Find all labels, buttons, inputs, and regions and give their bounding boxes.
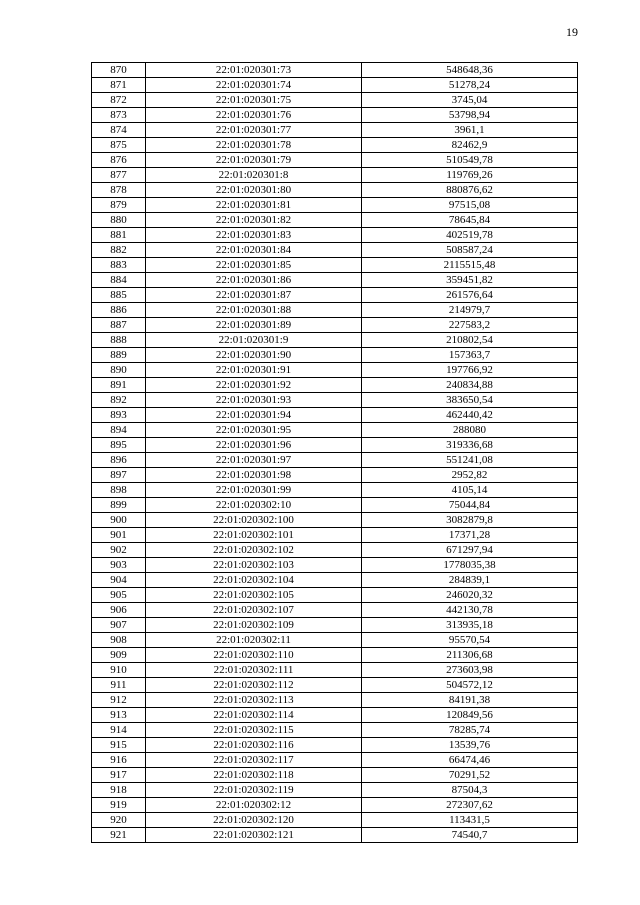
row-number-cell: 898 (92, 483, 146, 498)
row-number-cell: 908 (92, 633, 146, 648)
table-row (92, 663, 578, 678)
cadastral-number-cell: 22:01:020301:74 (146, 78, 362, 93)
value-cell: 157363,7 (362, 348, 578, 363)
row-number-cell: 909 (92, 648, 146, 663)
value-cell: 359451,82 (362, 273, 578, 288)
row-number-cell: 902 (92, 543, 146, 558)
table-row (92, 558, 578, 573)
row-number-cell: 881 (92, 228, 146, 243)
row-number-cell: 920 (92, 813, 146, 828)
cadastral-number-cell: 22:01:020301:98 (146, 468, 362, 483)
value-cell: 671297,94 (362, 543, 578, 558)
value-cell: 95570,54 (362, 633, 578, 648)
value-cell: 78285,74 (362, 723, 578, 738)
row-number-cell: 921 (92, 828, 146, 843)
cadastral-number-cell: 22:01:020302:111 (146, 663, 362, 678)
value-cell: 383650,54 (362, 393, 578, 408)
row-number-cell: 914 (92, 723, 146, 738)
cadastral-number-cell: 22:01:020301:85 (146, 258, 362, 273)
table-row (92, 393, 578, 408)
row-number-cell: 904 (92, 573, 146, 588)
cadastral-number-cell: 22:01:020302:117 (146, 753, 362, 768)
row-number-cell: 880 (92, 213, 146, 228)
cadastral-number-cell: 22:01:020301:86 (146, 273, 362, 288)
row-number-cell: 906 (92, 603, 146, 618)
cadastral-number-cell: 22:01:020301:88 (146, 303, 362, 318)
table-row (92, 573, 578, 588)
value-cell: 4105,14 (362, 483, 578, 498)
cadastral-number-cell: 22:01:020301:76 (146, 108, 362, 123)
cadastral-number-cell: 22:01:020302:103 (146, 558, 362, 573)
value-cell: 214979,7 (362, 303, 578, 318)
row-number-cell: 873 (92, 108, 146, 123)
cadastral-number-cell: 22:01:020301:92 (146, 378, 362, 393)
cadastral-number-cell: 22:01:020302:11 (146, 633, 362, 648)
cadastral-number-cell: 22:01:020301:91 (146, 363, 362, 378)
value-cell: 319336,68 (362, 438, 578, 453)
page-number: 19 (566, 25, 578, 39)
table-row (92, 723, 578, 738)
table-row (92, 378, 578, 393)
row-number-cell: 879 (92, 198, 146, 213)
value-cell: 246020,32 (362, 588, 578, 603)
table-row (92, 588, 578, 603)
table-body (92, 63, 578, 843)
table-row (92, 783, 578, 798)
table-row (92, 228, 578, 243)
table-row (92, 243, 578, 258)
cadastral-number-cell: 22:01:020301:79 (146, 153, 362, 168)
cadastral-number-cell: 22:01:020302:12 (146, 798, 362, 813)
table-row (92, 483, 578, 498)
row-number-cell: 884 (92, 273, 146, 288)
cadastral-number-cell: 22:01:020302:102 (146, 543, 362, 558)
row-number-cell: 889 (92, 348, 146, 363)
cadastral-number-cell: 22:01:020301:80 (146, 183, 362, 198)
table-row (92, 453, 578, 468)
row-number-cell: 894 (92, 423, 146, 438)
value-cell: 508587,24 (362, 243, 578, 258)
cadastral-number-cell: 22:01:020301:87 (146, 288, 362, 303)
row-number-cell: 886 (92, 303, 146, 318)
table-row (92, 78, 578, 93)
table-row (92, 168, 578, 183)
table-row (92, 348, 578, 363)
value-cell: 284839,1 (362, 573, 578, 588)
row-number-cell: 887 (92, 318, 146, 333)
table-row (92, 183, 578, 198)
table-row (92, 438, 578, 453)
row-number-cell: 870 (92, 63, 146, 78)
table-row (92, 318, 578, 333)
table-row (92, 528, 578, 543)
cadastral-number-cell: 22:01:020302:10 (146, 498, 362, 513)
cadastral-number-cell: 22:01:020301:95 (146, 423, 362, 438)
value-cell: 119769,26 (362, 168, 578, 183)
value-cell: 880876,62 (362, 183, 578, 198)
cadastral-number-cell: 22:01:020302:118 (146, 768, 362, 783)
value-cell: 51278,24 (362, 78, 578, 93)
value-cell: 551241,08 (362, 453, 578, 468)
table-row (92, 153, 578, 168)
value-cell: 113431,5 (362, 813, 578, 828)
value-cell: 288080 (362, 423, 578, 438)
table-row (92, 618, 578, 633)
row-number-cell: 912 (92, 693, 146, 708)
row-number-cell: 905 (92, 588, 146, 603)
row-number-cell: 882 (92, 243, 146, 258)
row-number-cell: 893 (92, 408, 146, 423)
table-row (92, 813, 578, 828)
cadastral-number-cell: 22:01:020302:114 (146, 708, 362, 723)
value-cell: 210802,54 (362, 333, 578, 348)
value-cell: 211306,68 (362, 648, 578, 663)
value-cell: 2115515,48 (362, 258, 578, 273)
cadastral-number-cell: 22:01:020302:115 (146, 723, 362, 738)
table-row (92, 63, 578, 78)
row-number-cell: 903 (92, 558, 146, 573)
row-number-cell: 876 (92, 153, 146, 168)
table-row (92, 753, 578, 768)
value-cell: 53798,94 (362, 108, 578, 123)
cadastral-number-cell: 22:01:020301:97 (146, 453, 362, 468)
value-cell: 402519,78 (362, 228, 578, 243)
value-cell: 87504,3 (362, 783, 578, 798)
row-number-cell: 890 (92, 363, 146, 378)
cadastral-number-cell: 22:01:020301:96 (146, 438, 362, 453)
row-number-cell: 910 (92, 663, 146, 678)
table-row (92, 303, 578, 318)
table-row (92, 693, 578, 708)
table-row (92, 468, 578, 483)
cadastral-number-cell: 22:01:020301:82 (146, 213, 362, 228)
cadastral-number-cell: 22:01:020301:94 (146, 408, 362, 423)
table-row (92, 273, 578, 288)
table-row (92, 768, 578, 783)
cadastral-number-cell: 22:01:020302:120 (146, 813, 362, 828)
value-cell: 84191,38 (362, 693, 578, 708)
table-row (92, 678, 578, 693)
value-cell: 2952,82 (362, 468, 578, 483)
value-cell: 261576,64 (362, 288, 578, 303)
cadastral-number-cell: 22:01:020301:89 (146, 318, 362, 333)
table-row (92, 543, 578, 558)
cadastral-number-cell: 22:01:020302:109 (146, 618, 362, 633)
row-number-cell: 916 (92, 753, 146, 768)
value-cell: 462440,42 (362, 408, 578, 423)
table-row (92, 633, 578, 648)
row-number-cell: 891 (92, 378, 146, 393)
table-row (92, 798, 578, 813)
cadastral-number-cell: 22:01:020302:113 (146, 693, 362, 708)
value-cell: 66474,46 (362, 753, 578, 768)
value-cell: 227583,2 (362, 318, 578, 333)
table-row (92, 828, 578, 843)
table-row (92, 648, 578, 663)
table-row (92, 708, 578, 723)
table-row (92, 198, 578, 213)
table-row (92, 93, 578, 108)
row-number-cell: 918 (92, 783, 146, 798)
row-number-cell: 888 (92, 333, 146, 348)
cadastral-number-cell: 22:01:020302:100 (146, 513, 362, 528)
cadastral-number-cell: 22:01:020301:8 (146, 168, 362, 183)
table-row (92, 258, 578, 273)
table-row (92, 138, 578, 153)
value-cell: 1778035,38 (362, 558, 578, 573)
row-number-cell: 900 (92, 513, 146, 528)
table-row (92, 513, 578, 528)
value-cell: 82462,9 (362, 138, 578, 153)
table-row (92, 363, 578, 378)
table-row (92, 108, 578, 123)
table-row (92, 498, 578, 513)
value-cell: 3745,04 (362, 93, 578, 108)
cadastral-number-cell: 22:01:020302:119 (146, 783, 362, 798)
cadastral-number-cell: 22:01:020301:93 (146, 393, 362, 408)
cadastral-number-cell: 22:01:020302:105 (146, 588, 362, 603)
row-number-cell: 911 (92, 678, 146, 693)
cadastral-number-cell: 22:01:020302:112 (146, 678, 362, 693)
row-number-cell: 913 (92, 708, 146, 723)
cadastral-number-cell: 22:01:020301:90 (146, 348, 362, 363)
cadastral-number-cell: 22:01:020301:77 (146, 123, 362, 138)
value-cell: 17371,28 (362, 528, 578, 543)
cadastral-number-cell: 22:01:020301:78 (146, 138, 362, 153)
cadastral-number-cell: 22:01:020301:73 (146, 63, 362, 78)
value-cell: 3961,1 (362, 123, 578, 138)
cadastral-number-cell: 22:01:020301:75 (146, 93, 362, 108)
table-row (92, 408, 578, 423)
table-row (92, 738, 578, 753)
row-number-cell: 896 (92, 453, 146, 468)
value-cell: 273603,98 (362, 663, 578, 678)
value-cell: 13539,76 (362, 738, 578, 753)
value-cell: 197766,92 (362, 363, 578, 378)
row-number-cell: 877 (92, 168, 146, 183)
table-row (92, 288, 578, 303)
cadastral-number-cell: 22:01:020301:84 (146, 243, 362, 258)
row-number-cell: 872 (92, 93, 146, 108)
value-cell: 442130,78 (362, 603, 578, 618)
value-cell: 75044,84 (362, 498, 578, 513)
row-number-cell: 917 (92, 768, 146, 783)
cadastral-number-cell: 22:01:020301:81 (146, 198, 362, 213)
row-number-cell: 899 (92, 498, 146, 513)
cadastral-number-cell: 22:01:020302:107 (146, 603, 362, 618)
cadastral-number-cell: 22:01:020301:9 (146, 333, 362, 348)
table-row (92, 123, 578, 138)
row-number-cell: 901 (92, 528, 146, 543)
row-number-cell: 883 (92, 258, 146, 273)
row-number-cell: 875 (92, 138, 146, 153)
value-cell: 3082879,8 (362, 513, 578, 528)
value-cell: 97515,08 (362, 198, 578, 213)
value-cell: 548648,36 (362, 63, 578, 78)
row-number-cell: 919 (92, 798, 146, 813)
row-number-cell: 907 (92, 618, 146, 633)
cadastral-number-cell: 22:01:020302:104 (146, 573, 362, 588)
row-number-cell: 874 (92, 123, 146, 138)
row-number-cell: 915 (92, 738, 146, 753)
cadastral-number-cell: 22:01:020302:101 (146, 528, 362, 543)
cadastral-number-cell: 22:01:020301:83 (146, 228, 362, 243)
row-number-cell: 892 (92, 393, 146, 408)
value-cell: 510549,78 (362, 153, 578, 168)
value-cell: 313935,18 (362, 618, 578, 633)
value-cell: 120849,56 (362, 708, 578, 723)
cadastral-number-cell: 22:01:020302:110 (146, 648, 362, 663)
cadastral-number-cell: 22:01:020302:121 (146, 828, 362, 843)
row-number-cell: 878 (92, 183, 146, 198)
cadastral-value-table (91, 62, 578, 843)
cadastral-number-cell: 22:01:020301:99 (146, 483, 362, 498)
value-cell: 78645,84 (362, 213, 578, 228)
row-number-cell: 897 (92, 468, 146, 483)
row-number-cell: 895 (92, 438, 146, 453)
value-cell: 70291,52 (362, 768, 578, 783)
value-cell: 74540,7 (362, 828, 578, 843)
value-cell: 272307,62 (362, 798, 578, 813)
row-number-cell: 885 (92, 288, 146, 303)
table-row (92, 333, 578, 348)
cadastral-number-cell: 22:01:020302:116 (146, 738, 362, 753)
table-row (92, 213, 578, 228)
table-row (92, 423, 578, 438)
value-cell: 240834,88 (362, 378, 578, 393)
table-row (92, 603, 578, 618)
value-cell: 504572,12 (362, 678, 578, 693)
row-number-cell: 871 (92, 78, 146, 93)
